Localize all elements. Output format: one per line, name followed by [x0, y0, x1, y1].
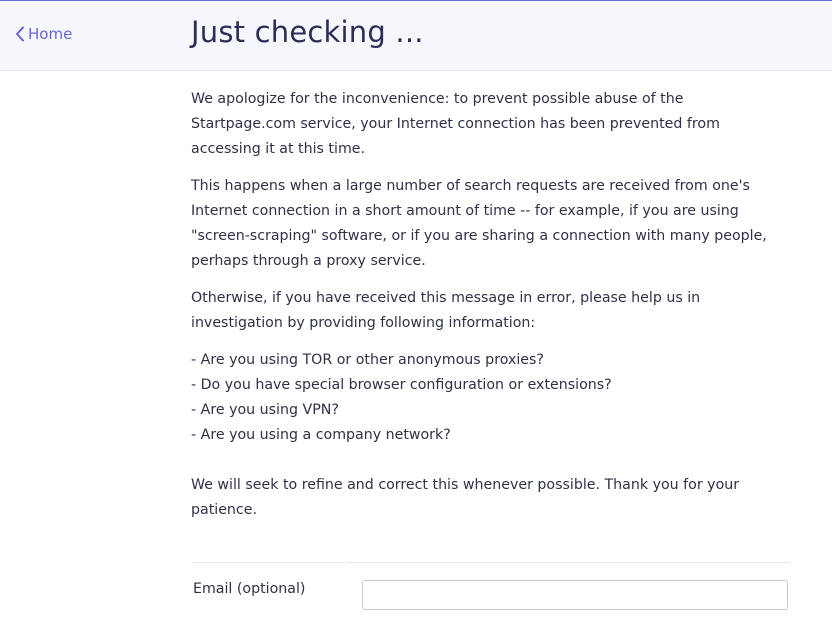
- email-label: Email (optional): [193, 581, 306, 597]
- apology-paragraph: We apologize for the inconvenience: to prevent possible abuse of the Startpage.com service, your Internet connection has been prevented from accessing it at this time.: [191, 91, 720, 157]
- home-link[interactable]: [15, 25, 72, 43]
- home-link-label[interactable]: Home: [28, 25, 73, 43]
- explanation-paragraph: This happens when a large number of search requests are received from one's Internet connection in a short amount of time -- for example, if you are using "screen-scraping" software, or if you are sharing a connection with many people, perhaps through a proxy service.: [191, 178, 767, 269]
- message-body: [191, 87, 791, 535]
- closing-paragraph: We will seek to refine and correct this whenever possible. Thank you for your patience.: [191, 477, 740, 518]
- email-field[interactable]: [362, 580, 788, 610]
- page-title: Just checking ...: [191, 15, 424, 49]
- form-divider-left: [193, 562, 343, 563]
- list-item: - Are you using a company network?: [191, 427, 451, 443]
- page-header: [0, 1, 832, 71]
- chevron-left-icon: [15, 26, 25, 42]
- form-divider-right: [346, 562, 790, 563]
- help-request-paragraph: Otherwise, if you have received this message in error, please help us in investigation by providing following information:: [191, 290, 701, 331]
- list-item: - Are you using TOR or other anonymous proxies?: [191, 352, 544, 368]
- list-item: - Are you using VPN?: [191, 402, 339, 418]
- list-item: - Do you have special browser configuration or extensions?: [191, 377, 612, 393]
- question-list: [191, 348, 791, 448]
